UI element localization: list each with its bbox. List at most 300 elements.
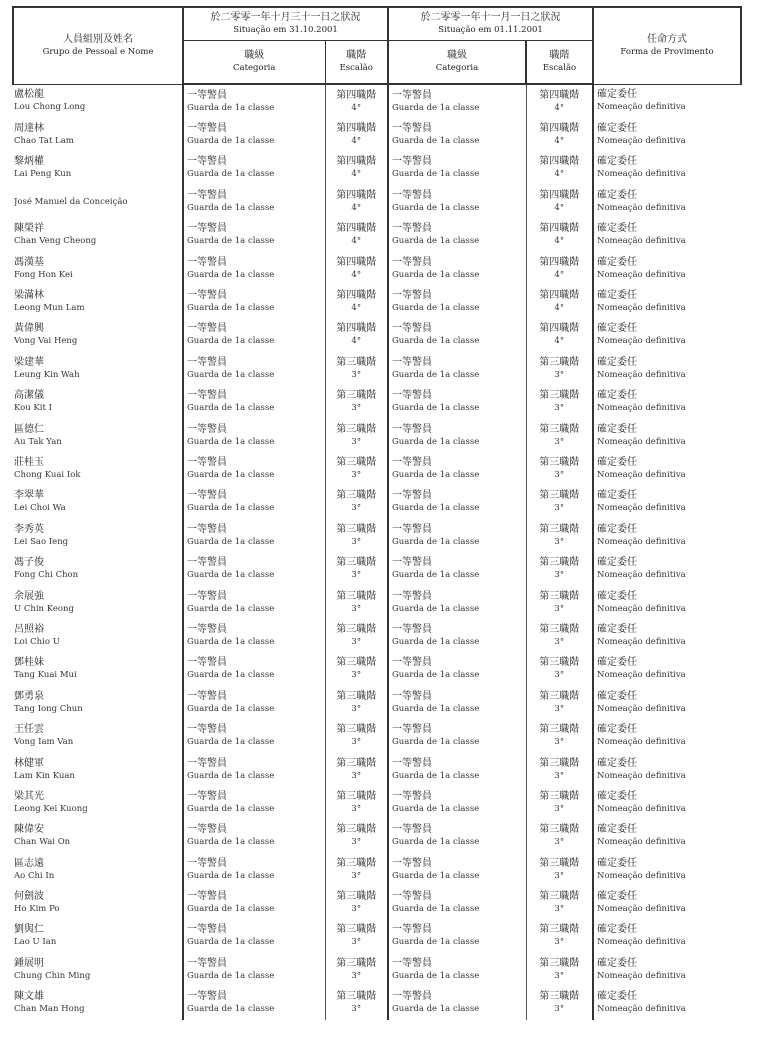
appointment-mode-cell (593, 619, 741, 652)
category-before-cell (183, 853, 325, 886)
escalao-before-number: 3° (351, 369, 362, 380)
category-after-cell (388, 586, 526, 619)
mode-zh: 確定委任 (597, 89, 637, 101)
mode-pt: Nomeação definitiva (597, 770, 686, 781)
mode-zh: 確定委任 (597, 356, 637, 368)
category-after-cell (388, 252, 526, 285)
table-row (13, 252, 741, 285)
category-after-cell (388, 219, 526, 252)
escalao-after-number: 3° (554, 970, 565, 981)
category-before-pt: Guarda de 1a classe (187, 737, 275, 748)
escalao-before-number: 4° (351, 169, 362, 180)
name-cell (13, 820, 183, 853)
escalao-after-cell (526, 386, 593, 419)
category-before-pt: Guarda de 1a classe (187, 703, 275, 714)
escalao-before-zh: 第三職階 (336, 557, 377, 569)
escalao-before-number: 3° (351, 503, 362, 514)
escalao-after-number: 3° (554, 737, 565, 748)
name-cell (13, 419, 183, 452)
category-after-cell (388, 786, 526, 819)
escalao-before-number: 3° (351, 870, 362, 881)
name-pt: Leong Mun Lam (14, 303, 85, 314)
name-cell (13, 786, 183, 819)
mode-zh: 確定委任 (597, 690, 637, 702)
escalao-before-number: 3° (351, 469, 362, 480)
category-before-zh: 一等警員 (187, 256, 227, 268)
mode-pt: Nomeação definitiva (597, 636, 686, 647)
mode-zh: 確定委任 (597, 957, 637, 969)
escalao-after-cell (526, 586, 593, 619)
category-before-cell (183, 118, 325, 151)
escalao-after-cell (526, 285, 593, 318)
header-group-zh: 人員組別及姓名 (63, 33, 133, 45)
mode-pt: Nomeação definitiva (597, 169, 686, 180)
escalao-before-zh: 第三職階 (336, 657, 377, 669)
header-escalao-pt: Escalão (339, 63, 373, 73)
category-before-pt: Guarda de 1a classe (187, 369, 275, 380)
escalao-before-number: 3° (351, 737, 362, 748)
mode-pt: Nomeação definitiva (597, 970, 686, 981)
escalao-before-number: 3° (351, 937, 362, 948)
escalao-before-cell (325, 285, 388, 318)
category-before-cell (183, 619, 325, 652)
escalao-before-zh: 第三職階 (336, 924, 377, 936)
name-cell (13, 185, 183, 218)
table-row (13, 686, 741, 719)
mode-zh: 確定委任 (597, 456, 637, 468)
escalao-after-cell (526, 686, 593, 719)
category-before-zh: 一等警員 (187, 290, 227, 302)
category-after-zh: 一等警員 (392, 824, 432, 836)
name-cell (13, 619, 183, 652)
table-body (13, 84, 741, 1020)
appointment-mode-cell (593, 686, 741, 719)
escalao-before-cell (325, 820, 388, 853)
escalao-before-cell (325, 586, 388, 619)
name-pt: Loi Chio U (14, 636, 60, 647)
mode-pt: Nomeação definitiva (597, 469, 686, 480)
category-after-zh: 一等警員 (392, 390, 432, 402)
category-after-cell (388, 285, 526, 318)
name-pt: Chung Chin Ming (14, 970, 91, 981)
category-before-zh: 一等警員 (187, 156, 227, 168)
escalao-after-zh: 第三職階 (539, 957, 580, 969)
escalao-before-cell (325, 519, 388, 552)
category-before-cell (183, 719, 325, 752)
escalao-before-cell (325, 419, 388, 452)
mode-pt: Nomeação definitiva (597, 436, 686, 447)
escalao-after-zh: 第三職階 (539, 790, 580, 802)
escalao-before-cell (325, 719, 388, 752)
category-after-pt: Guarda de 1a classe (392, 303, 480, 314)
category-before-cell (183, 686, 325, 719)
category-after-zh: 一等警員 (392, 724, 432, 736)
escalao-after-number: 3° (554, 937, 565, 948)
mode-zh: 確定委任 (597, 657, 637, 669)
escalao-before-cell (325, 753, 388, 786)
name-zh: 何劍波 (14, 891, 44, 903)
table-row (13, 719, 741, 752)
escalao-before-cell (325, 84, 388, 118)
header-before-status (183, 7, 388, 41)
category-before-cell (183, 252, 325, 285)
category-before-zh: 一等警員 (187, 957, 227, 969)
escalao-after-cell (526, 352, 593, 385)
name-pt: U Chin Keong (14, 603, 74, 614)
category-before-pt: Guarda de 1a classe (187, 269, 275, 280)
escalao-before-zh: 第四職階 (336, 156, 377, 168)
name-zh: 梁其光 (14, 790, 44, 802)
escalao-after-zh: 第三職階 (539, 523, 580, 535)
name-pt: Chan Veng Cheong (14, 236, 97, 247)
table-row (13, 285, 741, 318)
mode-pt: Nomeação definitiva (597, 269, 686, 280)
category-after-pt: Guarda de 1a classe (392, 136, 480, 147)
escalao-after-number: 3° (554, 670, 565, 681)
escalao-before-cell (325, 653, 388, 686)
escalao-before-cell (325, 987, 388, 1020)
escalao-after-cell (526, 486, 593, 519)
appointment-mode-cell (593, 386, 741, 419)
appointment-mode-cell (593, 285, 741, 318)
escalao-after-zh: 第三職階 (539, 623, 580, 635)
category-after-zh: 一等警員 (392, 490, 432, 502)
escalao-before-number: 3° (351, 403, 362, 414)
category-before-cell (183, 920, 325, 953)
category-after-pt: Guarda de 1a classe (392, 670, 480, 681)
escalao-after-cell (526, 920, 593, 953)
category-before-zh: 一等警員 (187, 623, 227, 635)
escalao-before-zh: 第三職階 (336, 724, 377, 736)
escalao-before-number: 3° (351, 536, 362, 547)
category-after-cell (388, 419, 526, 452)
name-pt: Lou Chong Long (14, 102, 86, 113)
escalao-after-cell (526, 185, 593, 218)
table-row (13, 987, 741, 1020)
name-zh: 陳榮祥 (14, 223, 44, 235)
escalao-before-zh: 第三職階 (336, 590, 377, 602)
escalao-before-zh: 第三職階 (336, 423, 377, 435)
name-zh: 鄧勇泉 (14, 690, 44, 702)
appointment-mode-cell (593, 352, 741, 385)
escalao-before-cell (325, 786, 388, 819)
category-after-pt: Guarda de 1a classe (392, 636, 480, 647)
mode-zh: 確定委任 (597, 423, 637, 435)
escalao-before-cell (325, 953, 388, 986)
appointment-mode-cell (593, 185, 741, 218)
name-zh: 李秀英 (14, 523, 44, 535)
personnel-table (12, 6, 742, 1020)
header-escalao-zh: 職階 (549, 50, 570, 61)
category-before-cell (183, 319, 325, 352)
escalao-after-number: 3° (554, 403, 565, 414)
mode-zh: 確定委任 (597, 390, 637, 402)
mode-zh: 確定委任 (597, 323, 637, 335)
mode-pt: Nomeação definitiva (597, 202, 686, 213)
name-pt: Fong Chi Chon (14, 570, 79, 581)
header-category-zh: 職級 (447, 50, 467, 61)
mode-pt: Nomeação definitiva (597, 603, 686, 614)
name-zh: 區德仁 (14, 423, 44, 435)
name-pt: Ho Kim Po (14, 904, 60, 915)
name-cell (13, 853, 183, 886)
name-zh: 王任雲 (14, 724, 44, 736)
category-after-cell (388, 886, 526, 919)
category-before-cell (183, 820, 325, 853)
escalao-after-number: 3° (554, 703, 565, 714)
escalao-before-zh: 第四職階 (336, 290, 377, 302)
table-row (13, 786, 741, 819)
appointment-mode-cell (593, 853, 741, 886)
name-pt: Vong Vai Heng (14, 336, 78, 347)
mode-zh: 確定委任 (597, 590, 637, 602)
category-before-pt: Guarda de 1a classe (187, 503, 275, 514)
name-pt: Chong Kuai Iok (14, 469, 81, 480)
escalao-before-number: 4° (351, 336, 362, 347)
escalao-after-number: 3° (554, 436, 565, 447)
escalao-after-number: 4° (554, 136, 565, 147)
category-before-cell (183, 285, 325, 318)
category-before-cell (183, 753, 325, 786)
personnel-document (12, 6, 740, 1020)
escalao-after-cell (526, 853, 593, 886)
category-before-zh: 一等警員 (187, 757, 227, 769)
escalao-after-number: 4° (554, 236, 565, 247)
category-after-zh: 一等警員 (392, 857, 432, 869)
name-cell (13, 252, 183, 285)
escalao-before-cell (325, 886, 388, 919)
name-cell (13, 386, 183, 419)
table-row (13, 386, 741, 419)
name-pt: Leong Kei Kuong (14, 803, 88, 814)
name-cell (13, 552, 183, 585)
category-after-zh: 一等警員 (392, 356, 432, 368)
category-after-zh: 一等警員 (392, 323, 432, 335)
name-pt: Lam Kin Kuan (14, 770, 75, 781)
name-pt: Chan Man Hong (14, 1004, 85, 1015)
name-pt: Chan Wai On (14, 837, 71, 848)
escalao-after-zh: 第三職階 (539, 390, 580, 402)
category-before-zh: 一等警員 (187, 557, 227, 569)
name-zh: 馮子俊 (14, 557, 44, 569)
header-escalao-pt: Escalão (542, 63, 577, 73)
escalao-before-zh: 第三職階 (336, 623, 377, 635)
category-before-pt: Guarda de 1a classe (187, 1004, 275, 1015)
header-escalao-zh: 職階 (346, 50, 367, 61)
escalao-before-zh: 第三職階 (336, 957, 377, 969)
name-pt: Lei Sao Ieng (14, 536, 69, 547)
appointment-mode-cell (593, 953, 741, 986)
mode-zh: 確定委任 (597, 156, 637, 168)
category-before-zh: 一等警員 (187, 924, 227, 936)
name-zh: 黃偉興 (14, 323, 44, 335)
name-cell (13, 486, 183, 519)
category-before-pt: Guarda de 1a classe (187, 603, 275, 614)
escalao-before-cell (325, 185, 388, 218)
category-before-cell (183, 185, 325, 218)
escalao-after-zh: 第三職階 (539, 690, 580, 702)
category-before-pt: Guarda de 1a classe (187, 303, 275, 314)
name-pt: Kou Kit I (14, 403, 52, 414)
appointment-mode-cell (593, 552, 741, 585)
mode-zh: 確定委任 (597, 790, 637, 802)
name-cell (13, 84, 183, 118)
mode-zh: 確定委任 (597, 891, 637, 903)
name-cell (13, 352, 183, 385)
header-appointment-mode (593, 7, 741, 84)
escalao-after-zh: 第三職階 (539, 891, 580, 903)
category-after-zh: 一等警員 (392, 123, 432, 135)
name-pt: Lai Peng Kun (14, 169, 72, 180)
table-row (13, 586, 741, 619)
appointment-mode-cell (593, 653, 741, 686)
category-before-zh: 一等警員 (187, 523, 227, 535)
name-zh: 區志遠 (14, 857, 44, 869)
name-cell (13, 319, 183, 352)
escalao-after-number: 3° (554, 870, 565, 881)
category-before-zh: 一等警員 (187, 590, 227, 602)
name-zh: 梁建華 (14, 356, 44, 368)
escalao-before-number: 4° (351, 136, 362, 147)
escalao-before-cell (325, 386, 388, 419)
mode-pt: Nomeação definitiva (597, 937, 686, 948)
escalao-before-number: 3° (351, 570, 362, 581)
category-before-zh: 一等警員 (187, 189, 227, 201)
category-after-pt: Guarda de 1a classe (392, 269, 480, 280)
table-row (13, 820, 741, 853)
escalao-after-zh: 第三職階 (539, 590, 580, 602)
header-category-pt: Categoria (435, 63, 479, 73)
category-before-pt: Guarda de 1a classe (187, 770, 275, 781)
mode-zh: 確定委任 (597, 223, 637, 235)
category-before-zh: 一等警員 (187, 223, 227, 235)
escalao-before-number: 3° (351, 636, 362, 647)
escalao-before-zh: 第三職階 (336, 390, 377, 402)
appointment-mode-cell (593, 519, 741, 552)
category-before-pt: Guarda de 1a classe (187, 803, 275, 814)
mode-pt: Nomeação definitiva (597, 837, 686, 848)
escalao-before-number: 4° (351, 202, 362, 213)
category-before-pt: Guarda de 1a classe (187, 536, 275, 547)
category-before-pt: Guarda de 1a classe (187, 202, 275, 213)
appointment-mode-cell (593, 987, 741, 1020)
category-after-pt: Guarda de 1a classe (392, 503, 480, 514)
name-cell (13, 686, 183, 719)
header-category-zh: 職級 (244, 50, 265, 61)
mode-pt: Nomeação definitiva (597, 870, 686, 881)
mode-pt: Nomeação definitiva (597, 703, 686, 714)
category-before-zh: 一等警員 (187, 991, 227, 1003)
category-after-zh: 一等警員 (392, 256, 432, 268)
category-after-cell (388, 152, 526, 185)
mode-zh: 確定委任 (597, 123, 637, 135)
category-before-cell (183, 786, 325, 819)
escalao-after-zh: 第三職階 (539, 857, 580, 869)
category-after-cell (388, 686, 526, 719)
appointment-mode-cell (593, 753, 741, 786)
category-after-pt: Guarda de 1a classe (392, 169, 480, 180)
escalao-after-zh: 第三職階 (539, 423, 580, 435)
category-after-zh: 一等警員 (392, 957, 432, 969)
escalao-after-zh: 第三職階 (539, 657, 580, 669)
header-group-pt: Grupo de Pessoal e Nome (42, 46, 154, 57)
category-before-cell (183, 219, 325, 252)
table-row (13, 419, 741, 452)
escalao-after-zh: 第三職階 (539, 356, 580, 368)
category-after-pt: Guarda de 1a classe (392, 436, 480, 447)
category-after-pt: Guarda de 1a classe (392, 937, 480, 948)
category-after-cell (388, 953, 526, 986)
category-after-cell (388, 753, 526, 786)
name-zh: 黎炳權 (14, 156, 44, 168)
category-after-zh: 一等警員 (392, 790, 432, 802)
category-before-pt: Guarda de 1a classe (187, 937, 275, 948)
escalao-before-cell (325, 352, 388, 385)
escalao-after-cell (526, 152, 593, 185)
name-cell (13, 118, 183, 151)
category-before-pt: Guarda de 1a classe (187, 970, 275, 981)
escalao-after-cell (526, 619, 593, 652)
category-after-cell (388, 820, 526, 853)
escalao-before-number: 3° (351, 436, 362, 447)
mode-pt: Nomeação definitiva (597, 536, 686, 547)
escalao-after-number: 3° (554, 636, 565, 647)
category-after-zh: 一等警員 (392, 223, 432, 235)
escalao-after-zh: 第四職階 (539, 123, 580, 135)
escalao-after-cell (526, 786, 593, 819)
escalao-after-number: 3° (554, 904, 565, 915)
category-after-zh: 一等警員 (392, 89, 432, 101)
category-after-cell (388, 719, 526, 752)
category-after-cell (388, 486, 526, 519)
escalao-before-number: 3° (351, 837, 362, 848)
category-after-pt: Guarda de 1a classe (392, 369, 480, 380)
mode-pt: Nomeação definitiva (597, 670, 686, 681)
escalao-after-number: 3° (554, 570, 565, 581)
name-cell (13, 987, 183, 1020)
mode-pt: Nomeação definitiva (597, 369, 686, 380)
mode-zh: 確定委任 (597, 824, 637, 836)
category-after-cell (388, 352, 526, 385)
escalao-after-cell (526, 519, 593, 552)
table-row (13, 152, 741, 185)
category-after-cell (388, 452, 526, 485)
appointment-mode-cell (593, 252, 741, 285)
header-escalao-after (526, 41, 593, 85)
table-row (13, 552, 741, 585)
name-cell (13, 285, 183, 318)
escalao-before-zh: 第三職階 (336, 857, 377, 869)
mode-pt: Nomeação definitiva (597, 236, 686, 247)
mode-pt: Nomeação definitiva (597, 1004, 686, 1015)
escalao-after-number: 3° (554, 503, 565, 514)
escalao-before-zh: 第三職階 (336, 891, 377, 903)
escalao-before-cell (325, 486, 388, 519)
category-before-pt: Guarda de 1a classe (187, 670, 275, 681)
category-after-zh: 一等警員 (392, 590, 432, 602)
mode-pt: Nomeação definitiva (597, 737, 686, 748)
category-after-zh: 一等警員 (392, 757, 432, 769)
mode-zh: 確定委任 (597, 523, 637, 535)
escalao-after-cell (526, 653, 593, 686)
table-row (13, 886, 741, 919)
escalao-before-cell (325, 552, 388, 585)
name-zh: 陳偉安 (14, 824, 44, 836)
escalao-after-number: 4° (554, 269, 565, 280)
name-zh: 鍾展明 (14, 957, 44, 969)
category-after-zh: 一等警員 (392, 690, 432, 702)
escalao-after-zh: 第四職階 (539, 223, 580, 235)
